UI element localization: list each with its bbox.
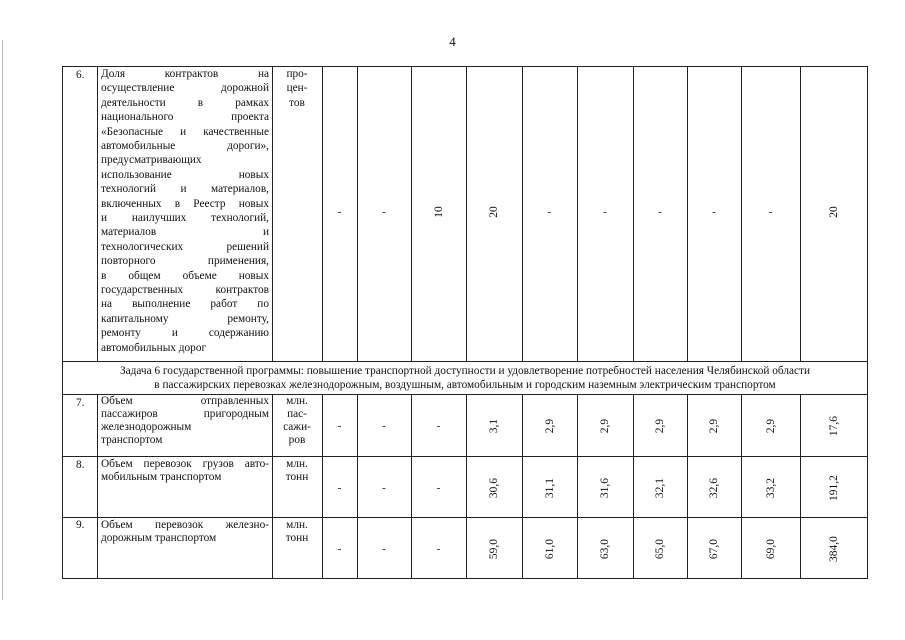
value-cell: 31,1 [543,477,556,499]
grid-line [633,66,634,361]
indicator-name-line: мобильным транспортом [101,471,222,484]
grid-line [97,394,98,456]
grid-line [357,66,358,361]
grid-line [633,456,634,517]
value-cell: 17,6 [828,415,840,437]
unit-line: тов [289,96,305,109]
task-6-line-2: в пассажирских перевозках железнодорожным, воздушным, автомобильным и городским наземным электрическим транспортом [154,379,776,391]
indicator-name-line: деятельности в рамках [101,96,269,109]
empty-value-dash: - [382,482,386,494]
empty-value-dash: - [337,482,342,494]
indicator-name-line: автомобильных дорог [101,341,207,354]
empty-value-dash: - [337,420,342,432]
indicator-name-line: транспортом [101,434,163,447]
grid-line [466,456,467,517]
indicator-name-line: технологических решений [101,240,269,253]
page-number: 4 [449,34,456,49]
row-number: 9. [76,519,85,531]
value-cell: 20 [488,206,500,218]
indicator-name-line: на выполнение работ по [101,298,269,311]
grid-line [800,456,801,517]
value-cell: 10 [432,206,445,218]
grid-line [357,456,358,517]
grid-line [741,517,742,579]
empty-value-dash: - [337,543,342,555]
grid-line [97,517,98,579]
grid-line [741,394,742,456]
value-cell: 20 [828,206,840,218]
value-cell: 61,0 [543,538,556,560]
grid-line [633,394,634,456]
indicator-name-line: использование новых [101,168,269,181]
indicator-name-line: повторного применения, [101,255,269,268]
grid-line [577,456,578,517]
grid-line [62,361,868,362]
value-cell: 2,9 [654,418,666,434]
grid-line [577,394,578,456]
grid-line [62,517,868,518]
value-cell: 32,1 [654,477,666,499]
indicator-name-line: национального проекта [101,111,269,124]
grid-line [687,66,688,361]
grid-line [97,66,98,361]
grid-line [411,456,412,517]
grid-line [522,394,523,456]
grid-line [687,517,688,579]
indicator-name-line: Объем перевозок железно- [101,519,269,531]
empty-value-dash: - [603,206,607,218]
value-cell: 31,6 [599,477,611,499]
scan-margin-line [2,40,3,600]
value-cell: 2,9 [543,418,556,434]
grid-line [522,456,523,517]
empty-value-dash: - [436,482,441,494]
indicator-name-line: осуществление дорожной [101,82,269,95]
grid-line [322,456,323,517]
value-cell: 2,9 [599,418,611,434]
unit-line: тонн [285,532,309,545]
grid-line [357,517,358,579]
value-cell: 33,2 [764,477,777,499]
empty-value-dash: - [337,206,342,218]
unit-line: пас- [287,408,307,421]
grid-line [577,66,578,361]
indicator-name-line: капитальному ремонту, [101,312,269,325]
grid-line [466,394,467,456]
row-number: 8. [76,459,85,471]
grid-line [522,517,523,579]
grid-line [687,394,688,456]
empty-value-dash: - [768,206,773,218]
indicator-name-line: материалов и [101,226,269,239]
grid-line [741,456,742,517]
indicator-name-line: и наилучших технологий, [101,212,269,224]
indicator-name-line: включенных в Реестр новых [101,197,269,210]
unit-line: млн. [286,458,308,470]
indicator-name-line: Объем отправленных [101,395,269,407]
value-cell: 63,0 [599,538,611,560]
grid-line [466,517,467,579]
indicator-name-line: Доля контрактов на [101,68,269,80]
grid-line [62,456,868,457]
indicator-name-line: государственных контрактов [101,284,269,296]
value-cell: 2,9 [764,418,777,434]
task-6-line-1: Задача 6 государственной программы: повышение транспортной доступности и удовлетворение потребностей населения Челябинской области [119,365,811,377]
grid-line [741,66,742,361]
grid-line [800,66,801,361]
indicator-name-line: предусматривающих [101,154,202,167]
grid-line [800,394,801,456]
unit-line: сажи- [283,421,311,434]
empty-value-dash: - [436,543,441,555]
grid-line [466,66,467,361]
empty-value-dash: - [382,206,386,218]
empty-value-dash: - [382,543,386,555]
grid-line [357,394,358,456]
value-cell: 30,6 [488,477,500,499]
value-cell: 59,0 [488,538,500,560]
grid-line [411,66,412,361]
grid-line [800,517,801,579]
indicator-name-line: дорожным транспортом [101,532,217,545]
indicator-name-line: «Безопасные и качественные [101,125,269,138]
empty-value-dash: - [382,420,386,432]
grid-line [322,394,323,456]
value-cell: 65,0 [654,538,666,560]
empty-value-dash: - [658,206,662,218]
value-cell: 2,9 [708,418,720,434]
value-cell: 32,6 [708,477,720,499]
unit-line: млн. [286,519,308,531]
grid-line [522,66,523,361]
value-cell: 67,0 [708,538,720,560]
unit-line: про- [286,68,308,80]
value-cell: 3,1 [488,418,500,434]
empty-value-dash: - [712,206,716,218]
indicator-name-line: Объем перевозок грузов авто- [101,458,269,470]
indicator-name-line: в общем объеме новых [101,269,269,282]
value-cell: 384,0 [828,536,840,562]
unit-line: ров [288,434,306,447]
grid-line [97,456,98,517]
grid-line [687,456,688,517]
indicator-name-line: пассажиров пригородным [101,408,269,421]
value-cell: 69,0 [764,538,777,560]
row-number: 6. [76,69,85,81]
unit-line: тонн [285,471,309,484]
unit-line: цен- [286,82,308,95]
grid-line [411,394,412,456]
empty-value-dash: - [547,206,552,218]
grid-line [322,517,323,579]
unit-line: млн. [286,395,308,407]
grid-line [322,66,323,361]
indicator-name-line: автомобильные дороги», [101,140,269,152]
grid-line [577,517,578,579]
value-cell: 191,2 [828,475,840,501]
grid-line [633,517,634,579]
empty-value-dash: - [436,420,441,432]
grid-line [411,517,412,579]
indicator-name-line: ремонту и содержанию [101,327,269,340]
grid-line [272,66,273,361]
indicator-name-line: железнодорожным [101,421,192,434]
indicator-name-line: технологий и материалов, [101,183,269,196]
row-number: 7. [76,397,85,409]
